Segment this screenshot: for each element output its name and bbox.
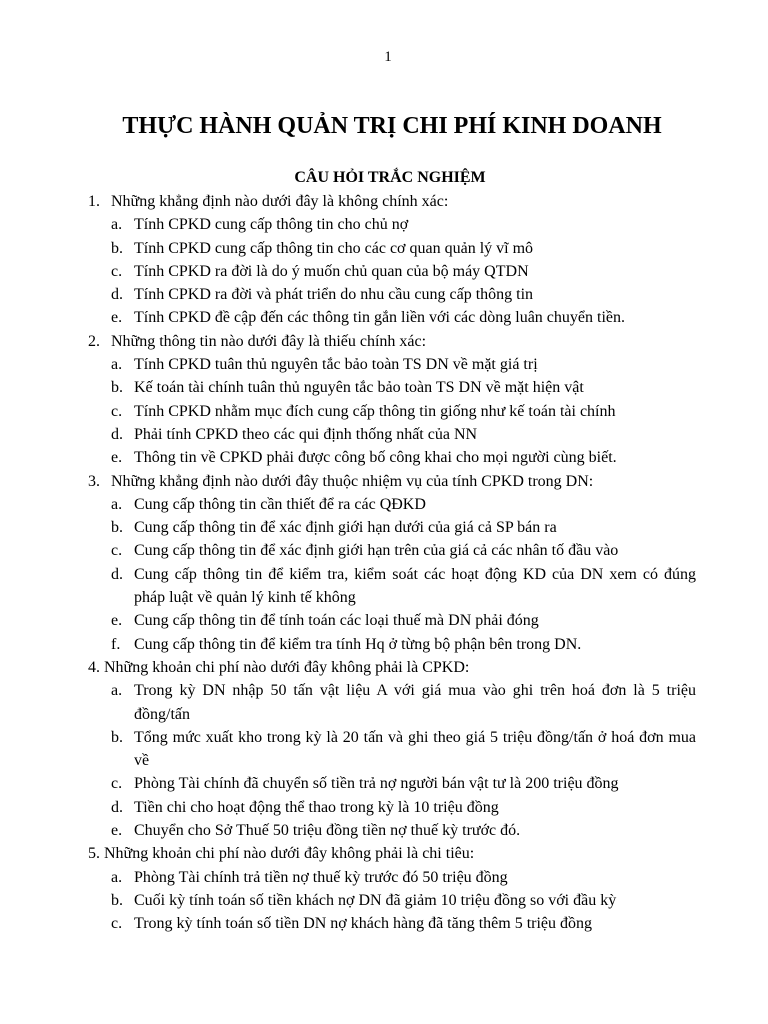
option-letter: a. bbox=[111, 216, 123, 234]
question-4 bbox=[88, 656, 696, 842]
option-letter: a. bbox=[111, 868, 123, 886]
question-3 bbox=[88, 470, 696, 656]
option-text: Cung cấp thông tin để kiểm tra, kiểm soát các hoạt động KD của DN xem có đúng pháp luật về quản lý kinh tế không bbox=[134, 565, 696, 607]
option-letter: b. bbox=[111, 891, 123, 909]
option-text: Tính CPKD ra đời là do ý muốn chủ quan của bộ máy QTDN bbox=[134, 262, 529, 280]
option-text: Tính CPKD ra đời và phát triển do nhu cầu cung cấp thông tin bbox=[134, 286, 534, 304]
option-letter: d. bbox=[111, 798, 123, 816]
option-text: Cuối kỳ tính toán số tiền khách nợ DN đã giảm 10 triệu đồng so với đầu kỳ bbox=[134, 891, 617, 909]
question-text: Những khoản chi phí nào dưới đây không phải là chi tiêu: bbox=[104, 845, 475, 863]
option-item bbox=[111, 819, 696, 842]
option-letter: e. bbox=[111, 449, 123, 467]
option-item bbox=[111, 400, 696, 423]
option-item bbox=[111, 726, 696, 773]
option-letter: a. bbox=[111, 495, 123, 513]
option-text: Phòng Tài chính đã chuyển số tiền trả nợ người bán vật tư là 200 triệu đồng bbox=[134, 775, 619, 793]
option-letter: c. bbox=[111, 262, 123, 280]
option-text: Trong kỳ tính toán số tiền DN nợ khách hàng đã tăng thêm 5 triệu đồng bbox=[134, 915, 593, 933]
option-item bbox=[111, 609, 696, 632]
option-letter: a. bbox=[111, 682, 123, 700]
option-item bbox=[111, 772, 696, 795]
document-title: THỰC HÀNH QUẢN TRỊ CHI PHÍ KINH DOANH bbox=[122, 113, 662, 139]
option-letter: b. bbox=[111, 728, 123, 746]
option-item bbox=[111, 237, 696, 260]
option-letter: d. bbox=[111, 425, 123, 443]
option-text: Cung cấp thông tin cần thiết để ra các QĐKD bbox=[134, 495, 426, 513]
option-item bbox=[111, 446, 696, 469]
option-text: Kế toán tài chính tuân thủ nguyên tắc bảo toàn TS DN về mặt hiện vật bbox=[134, 379, 584, 397]
option-text: Tính CPKD đề cập đến các thông tin gắn liền với các dòng luân chuyển tiền. bbox=[134, 309, 625, 327]
option-item bbox=[111, 563, 696, 610]
option-text: Cung cấp thông tin để xác định giới hạn trên của giá cả các nhân tố đầu vào bbox=[134, 542, 619, 560]
option-text: Phải tính CPKD theo các qui định thống nhất của NN bbox=[134, 425, 478, 443]
option-text: Tính CPKD nhằm mục đích cung cấp thông tin giống như kế toán tài chính bbox=[134, 402, 616, 420]
section-heading: CÂU HỎI TRẮC NGHIỆM bbox=[294, 169, 486, 186]
option-item bbox=[111, 260, 696, 283]
page-number: 1 bbox=[384, 49, 392, 65]
option-text: Cung cấp thông tin để kiểm tra tính Hq ở từng bộ phận bên trong DN. bbox=[134, 635, 582, 653]
option-text: Chuyển cho Sở Thuế 50 triệu đồng tiền nợ thuế kỳ trước đó. bbox=[134, 822, 521, 840]
option-item bbox=[111, 912, 696, 935]
option-letter: e. bbox=[111, 612, 123, 630]
option-text: Thông tin về CPKD phải được công bố công khai cho mọi người cùng biết. bbox=[134, 449, 617, 467]
option-letter: c. bbox=[111, 915, 123, 933]
option-text: Tính CPKD cung cấp thông tin cho chủ nợ bbox=[134, 216, 409, 234]
option-letter: e. bbox=[111, 822, 123, 840]
option-letter: c. bbox=[111, 402, 123, 420]
option-text: Phòng Tài chính trả tiền nợ thuế kỳ trước đó 50 triệu đồng bbox=[134, 868, 508, 886]
option-item bbox=[111, 353, 696, 376]
option-letter: d. bbox=[111, 565, 123, 583]
option-item bbox=[111, 493, 696, 516]
option-letter: f. bbox=[111, 635, 121, 653]
option-list bbox=[88, 353, 696, 469]
option-letter: b. bbox=[111, 379, 123, 397]
option-item bbox=[111, 679, 696, 726]
question-text: Những thông tin nào dưới đây là thiếu chính xác: bbox=[111, 332, 427, 350]
option-text: Tính CPKD cung cấp thông tin cho các cơ quan quản lý vĩ mô bbox=[134, 239, 534, 257]
option-letter: a. bbox=[111, 356, 123, 374]
question-number: 1. bbox=[88, 193, 100, 210]
option-item bbox=[111, 306, 696, 329]
option-item bbox=[111, 889, 696, 912]
question-1 bbox=[88, 190, 696, 330]
option-item bbox=[111, 213, 696, 236]
option-item bbox=[111, 423, 696, 446]
option-item bbox=[111, 633, 696, 656]
option-letter: b. bbox=[111, 239, 123, 257]
option-list bbox=[88, 679, 696, 842]
option-item bbox=[111, 516, 696, 539]
option-letter: e. bbox=[111, 309, 123, 327]
question-text: Những khoản chi phí nào dưới đây không phải là CPKD: bbox=[104, 658, 470, 676]
option-item bbox=[111, 539, 696, 562]
question-number: 2. bbox=[88, 332, 100, 350]
option-list bbox=[88, 493, 696, 656]
option-item bbox=[111, 796, 696, 819]
option-text: Tính CPKD tuân thủ nguyên tắc bảo toàn TS DN về mặt giá trị bbox=[134, 356, 538, 374]
question-5 bbox=[88, 842, 696, 935]
option-text: Cung cấp thông tin để tính toán các loại thuế mà DN phải đóng bbox=[134, 612, 539, 630]
option-letter: c. bbox=[111, 542, 123, 560]
question-number: 5. bbox=[88, 845, 100, 863]
option-letter: c. bbox=[111, 775, 123, 793]
question-list bbox=[88, 190, 696, 936]
option-text: Cung cấp thông tin để xác định giới hạn dưới của giá cả SP bán ra bbox=[134, 519, 557, 537]
option-letter: d. bbox=[111, 286, 123, 304]
option-text: Tổng mức xuất kho trong kỳ là 20 tấn và ghi theo giá 5 triệu đồng/tấn ở hoá đơn mua về bbox=[134, 728, 696, 770]
question-text: Những khẳng định nào dưới đây thuộc nhiệm vụ của tính CPKD trong DN: bbox=[111, 472, 594, 490]
question-number: 4. bbox=[88, 658, 100, 676]
question-text: Những khẳng định nào dưới đây là không chính xác: bbox=[111, 193, 449, 210]
option-text: Trong kỳ DN nhập 50 tấn vật liệu A với giá mua vào ghi trên hoá đơn là 5 triệu đồng/tấn bbox=[134, 682, 696, 723]
option-letter: b. bbox=[111, 519, 123, 537]
option-list bbox=[88, 866, 696, 936]
question-2 bbox=[88, 330, 696, 470]
question-number: 3. bbox=[88, 472, 100, 490]
option-item bbox=[111, 376, 696, 399]
option-list bbox=[88, 213, 696, 329]
option-item bbox=[111, 866, 696, 889]
option-text: Tiền chi cho hoạt động thể thao trong kỳ là 10 triệu đồng bbox=[134, 798, 499, 816]
option-item bbox=[111, 283, 696, 306]
